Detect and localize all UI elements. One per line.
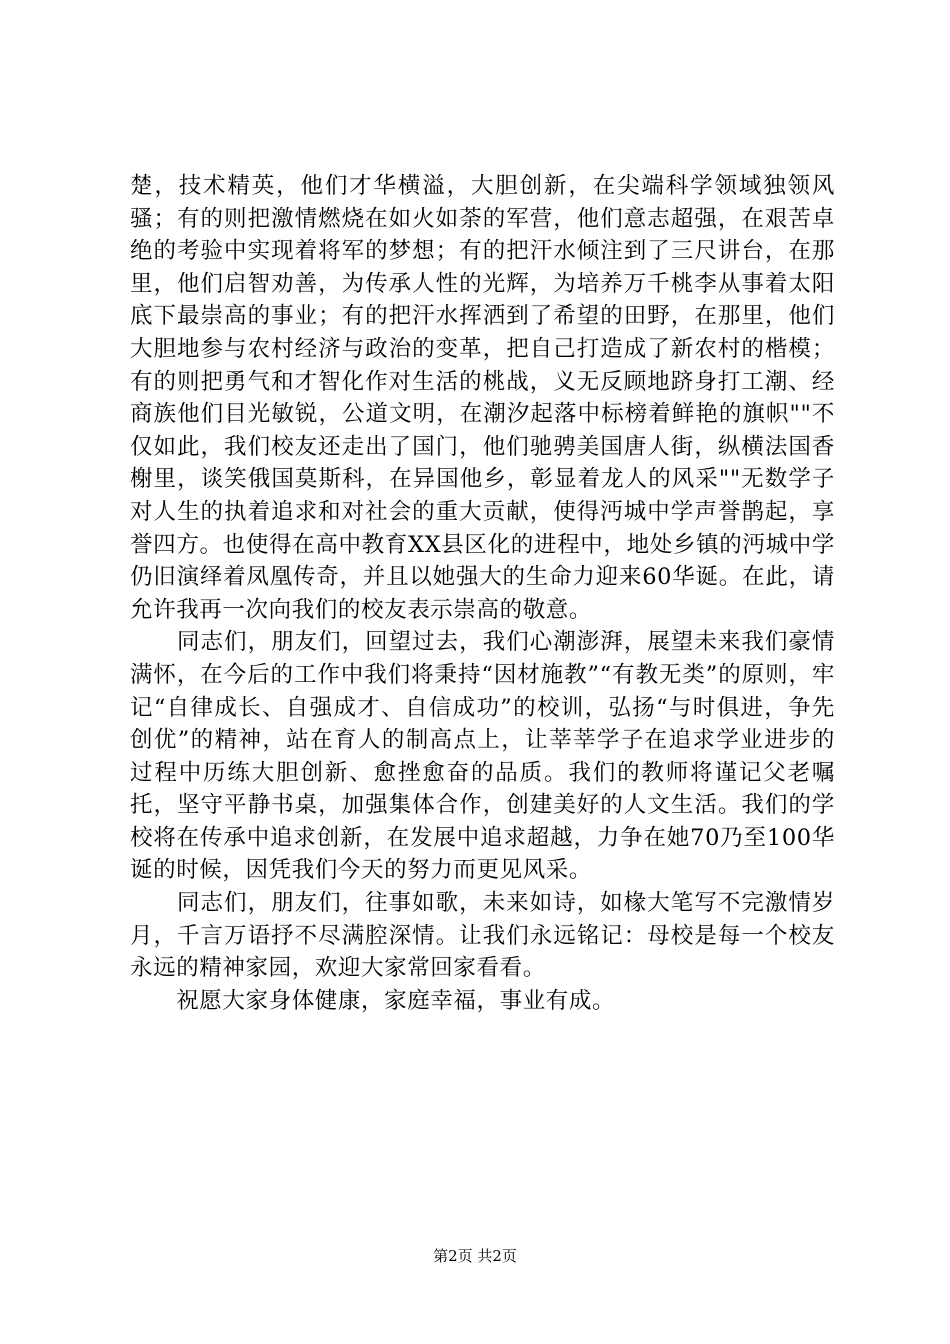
paragraph-future-outlook: 同志们，朋友们，回望过去，我们心潮澎湃，展望未来我们豪情满怀，在今后的工作中我们将秉持“因材施教”“有教无类”的原则，牢记“自律成长、自强成才、自信成功”的校训，弘扬“与时俱进，争先创优”的精神，站在育人的制高点上，让莘莘学子在追求学业进步的过程中历练大胆创新、愈挫愈奋的品质。我们的教师将谨记父老嘱托，坚守平静书桌，加强集体合作，创建美好的人文生活。我们的学校将在传承中追求创新，在发展中追求超越，力争在她70乃至100华诞的时候，因凭我们今天的努力而更见风采。: [130, 629, 835, 884]
page-number-footer: 第2页 共2页: [433, 1247, 517, 1265]
paragraph-alumni-achievements: 楚，技术精英，他们才华横溢，大胆创新，在尖端科学领域独领风骚；有的则把激情燃烧在如火如荼的军营，他们意志超强，在艰苦卓绝的考验中实现着将军的梦想；有的把汗水倾注到了三尺讲台，在那里，他们启智劝善，为传承人性的光辉，为培养万千桃李从事着太阳底下最崇高的事业；有的把汗水挥洒到了希望的田野，在那里，他们大胆地参与农村经济与政治的变革，把自己打造成了新农村的楷模；有的则把勇气和才智化作对生活的桃战，义无反顾地跻身打工潮、经商族他们目光敏锐，公道文明，在潮汐起落中标榜着鲜艳的旗帜""不仅如此，我们校友还走出了国门，他们驰骋美国唐人街，纵横法国香榭里，谈笑俄国莫斯科，在异国他乡，彰显着龙人的风采""无数学子对人生的执着追求和对社会的重大贡献，使得沔城中学声誉鹊起，享誉四方。也使得在高中教育XX县区化的进程中，地处乡镇的沔城中学仍旧演绎着凤凰传奇，并且以她强大的生命力迎来60华诞。在此，请允许我再一次向我们的校友表示崇高的敬意。: [130, 173, 835, 623]
paragraph-alma-mater: 同志们，朋友们，往事如歌，未来如诗，如椽大笔写不完激情岁月，千言万语抒不尽满腔深情。让我们永远铭记：母校是每一个校友永远的精神家园，欢迎大家常回家看看。: [130, 890, 835, 982]
paragraph-closing-wishes: 祝愿大家身体健康，家庭幸福，事业有成。: [130, 987, 616, 1014]
document-body: [130, 170, 835, 1017]
